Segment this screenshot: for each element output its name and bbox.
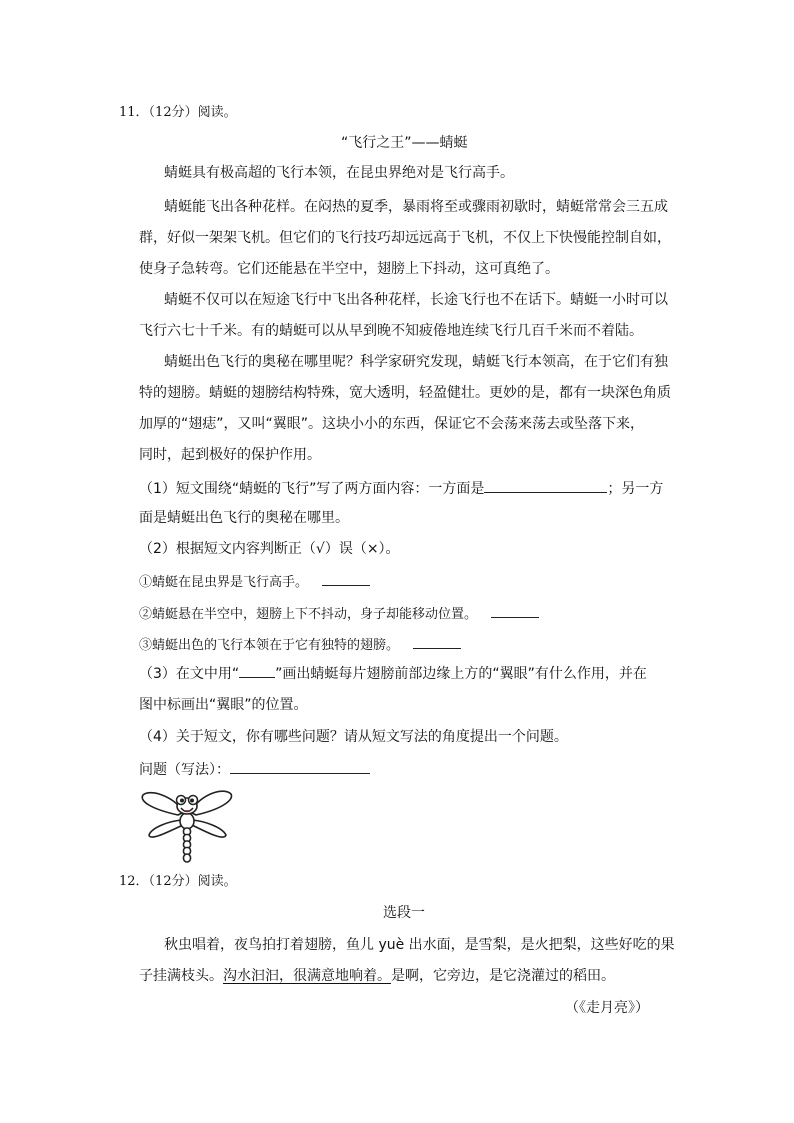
- q11-sub3-underline-sample: [239, 665, 275, 678]
- q11-sub1-answer-blank[interactable]: [484, 478, 607, 493]
- q11-sub3-text-a: （3）在文中用“: [139, 666, 240, 682]
- dragonfly-image: [136, 785, 236, 867]
- q12-line-2: [139, 967, 615, 985]
- q11-paragraph-3-line-2: 飞行六七十千米。有的蜻蜓可以从早到晚不知疲倦地连续飞行几百千米而不着陆。: [139, 323, 643, 339]
- q11-sub2-item-1: [139, 571, 370, 592]
- q11-paragraph-2-line-3: 使身子急转弯。它们还能悬在半空中，翅膀上下抖动，这可真绝了。: [139, 261, 559, 277]
- q12-header: 12．（12分）阅读。: [119, 874, 237, 889]
- q11-sub2-item-3: [139, 634, 461, 655]
- q11-sub4-question-label: 问题（写法）：: [139, 762, 230, 778]
- q11-sub4-question-line: [139, 759, 370, 779]
- q11-title: “飞行之王”——蜻蜓: [341, 135, 468, 151]
- q11-sub1-text-tail: ；另一方: [607, 481, 664, 497]
- q11-sub3-line-1: [139, 665, 647, 683]
- q11-paragraph-3-line-1: 蜻蜓不仅可以在短途飞行中飞出各种花样，长途飞行也不在话下。蜻蜓一小时可以: [164, 292, 668, 308]
- q11-sub3-line-2: 图中标画出“翼眼”的位置。: [139, 697, 308, 713]
- q11-paragraph-4-line-3: 加厚的“翅痣”，又叫“翼眼”。这块小小的东西，保证它不会荡来荡去或坠落下来，: [139, 416, 645, 432]
- q11-paragraph-4-line-4: 同时，起到极好的保护作用。: [139, 447, 321, 463]
- q11-sub2-item-2: [139, 603, 539, 624]
- q11-paragraph-2-line-2: 群，好似一架架飞机。但它们的飞行技巧却远远高于飞机，不仅上下快慢能控制自如，: [139, 230, 671, 246]
- q11-sub3-text-b: ”画出蜻蜓每片翅膀前部边缘上方的“翼眼”有什么作用，并在: [275, 666, 647, 682]
- q12-source: （《走月亮》）: [565, 1000, 649, 1016]
- q12-line-2-text-b: 是啊，它旁边，是它浇灌过的稻田。: [391, 968, 615, 984]
- q11-header: 11．（12分）阅读。: [119, 105, 237, 120]
- q11-sub2-item-2-blank[interactable]: [491, 603, 539, 618]
- q11-sub2-item-1-blank[interactable]: [322, 571, 370, 586]
- q11-sub2-item-1-text: ①蜻蜓在昆虫界是飞行高手。: [139, 575, 309, 590]
- q11-paragraph-1: 蜻蜓具有极高超的飞行本领，在昆虫界绝对是飞行高手。: [164, 165, 514, 181]
- q11-sub1-line-1: [139, 478, 663, 498]
- q11-sub4-prompt: （4）关于短文，你有哪些问题？请从短文写法的角度提出一个问题。: [139, 729, 568, 745]
- q11-sub4-answer-blank[interactable]: [230, 759, 370, 774]
- q11-paragraph-4-line-1: 蜻蜓出色飞行的奥秘在哪里呢？科学家研究发现，蜻蜓飞行本领高，在于它们有独: [164, 354, 668, 370]
- q12-line-1: 秋虫唱着，夜鸟拍打着翅膀，鱼儿 yuè 出水面，是雪梨，是火把梨，这些好吃的果: [164, 937, 675, 953]
- q11-paragraph-2-line-1: 蜻蜓能飞出各种花样。在闷热的夏季，暴雨将至或骤雨初歇时，蜻蜓常常会三五成: [164, 199, 668, 215]
- q11-sub1-text: （1）短文围绕“蜻蜓的飞行”写了两方面内容：一方面是: [139, 481, 485, 497]
- q11-paragraph-4-line-2: 特的翅膀。蜻蜓的翅膀结构特殊，宽大透明，轻盈健壮。更妙的是，都有一块深色角质: [139, 385, 671, 401]
- q11-sub1-line-2: 面是蜻蜓出色飞行的奥秘在哪里。: [139, 510, 349, 526]
- q11-sub2-prompt: （2）根据短文内容判断正（√）误（×）。: [139, 541, 400, 557]
- q12-title: 选段一: [383, 905, 425, 921]
- q12-underlined-sentence: 沟水汩汩，很满意地响着。: [223, 968, 391, 984]
- q12-line-2-text-a: 子挂满枝头。: [139, 968, 223, 984]
- q11-sub2-item-3-text: ③蜻蜓出色的飞行本领在于它有独特的翅膀。: [139, 638, 400, 653]
- q11-sub2-item-3-blank[interactable]: [413, 634, 461, 649]
- q11-sub2-item-2-text: ②蜻蜓悬在半空中，翅膀上下不抖动，身子却能移动位置。: [139, 607, 478, 622]
